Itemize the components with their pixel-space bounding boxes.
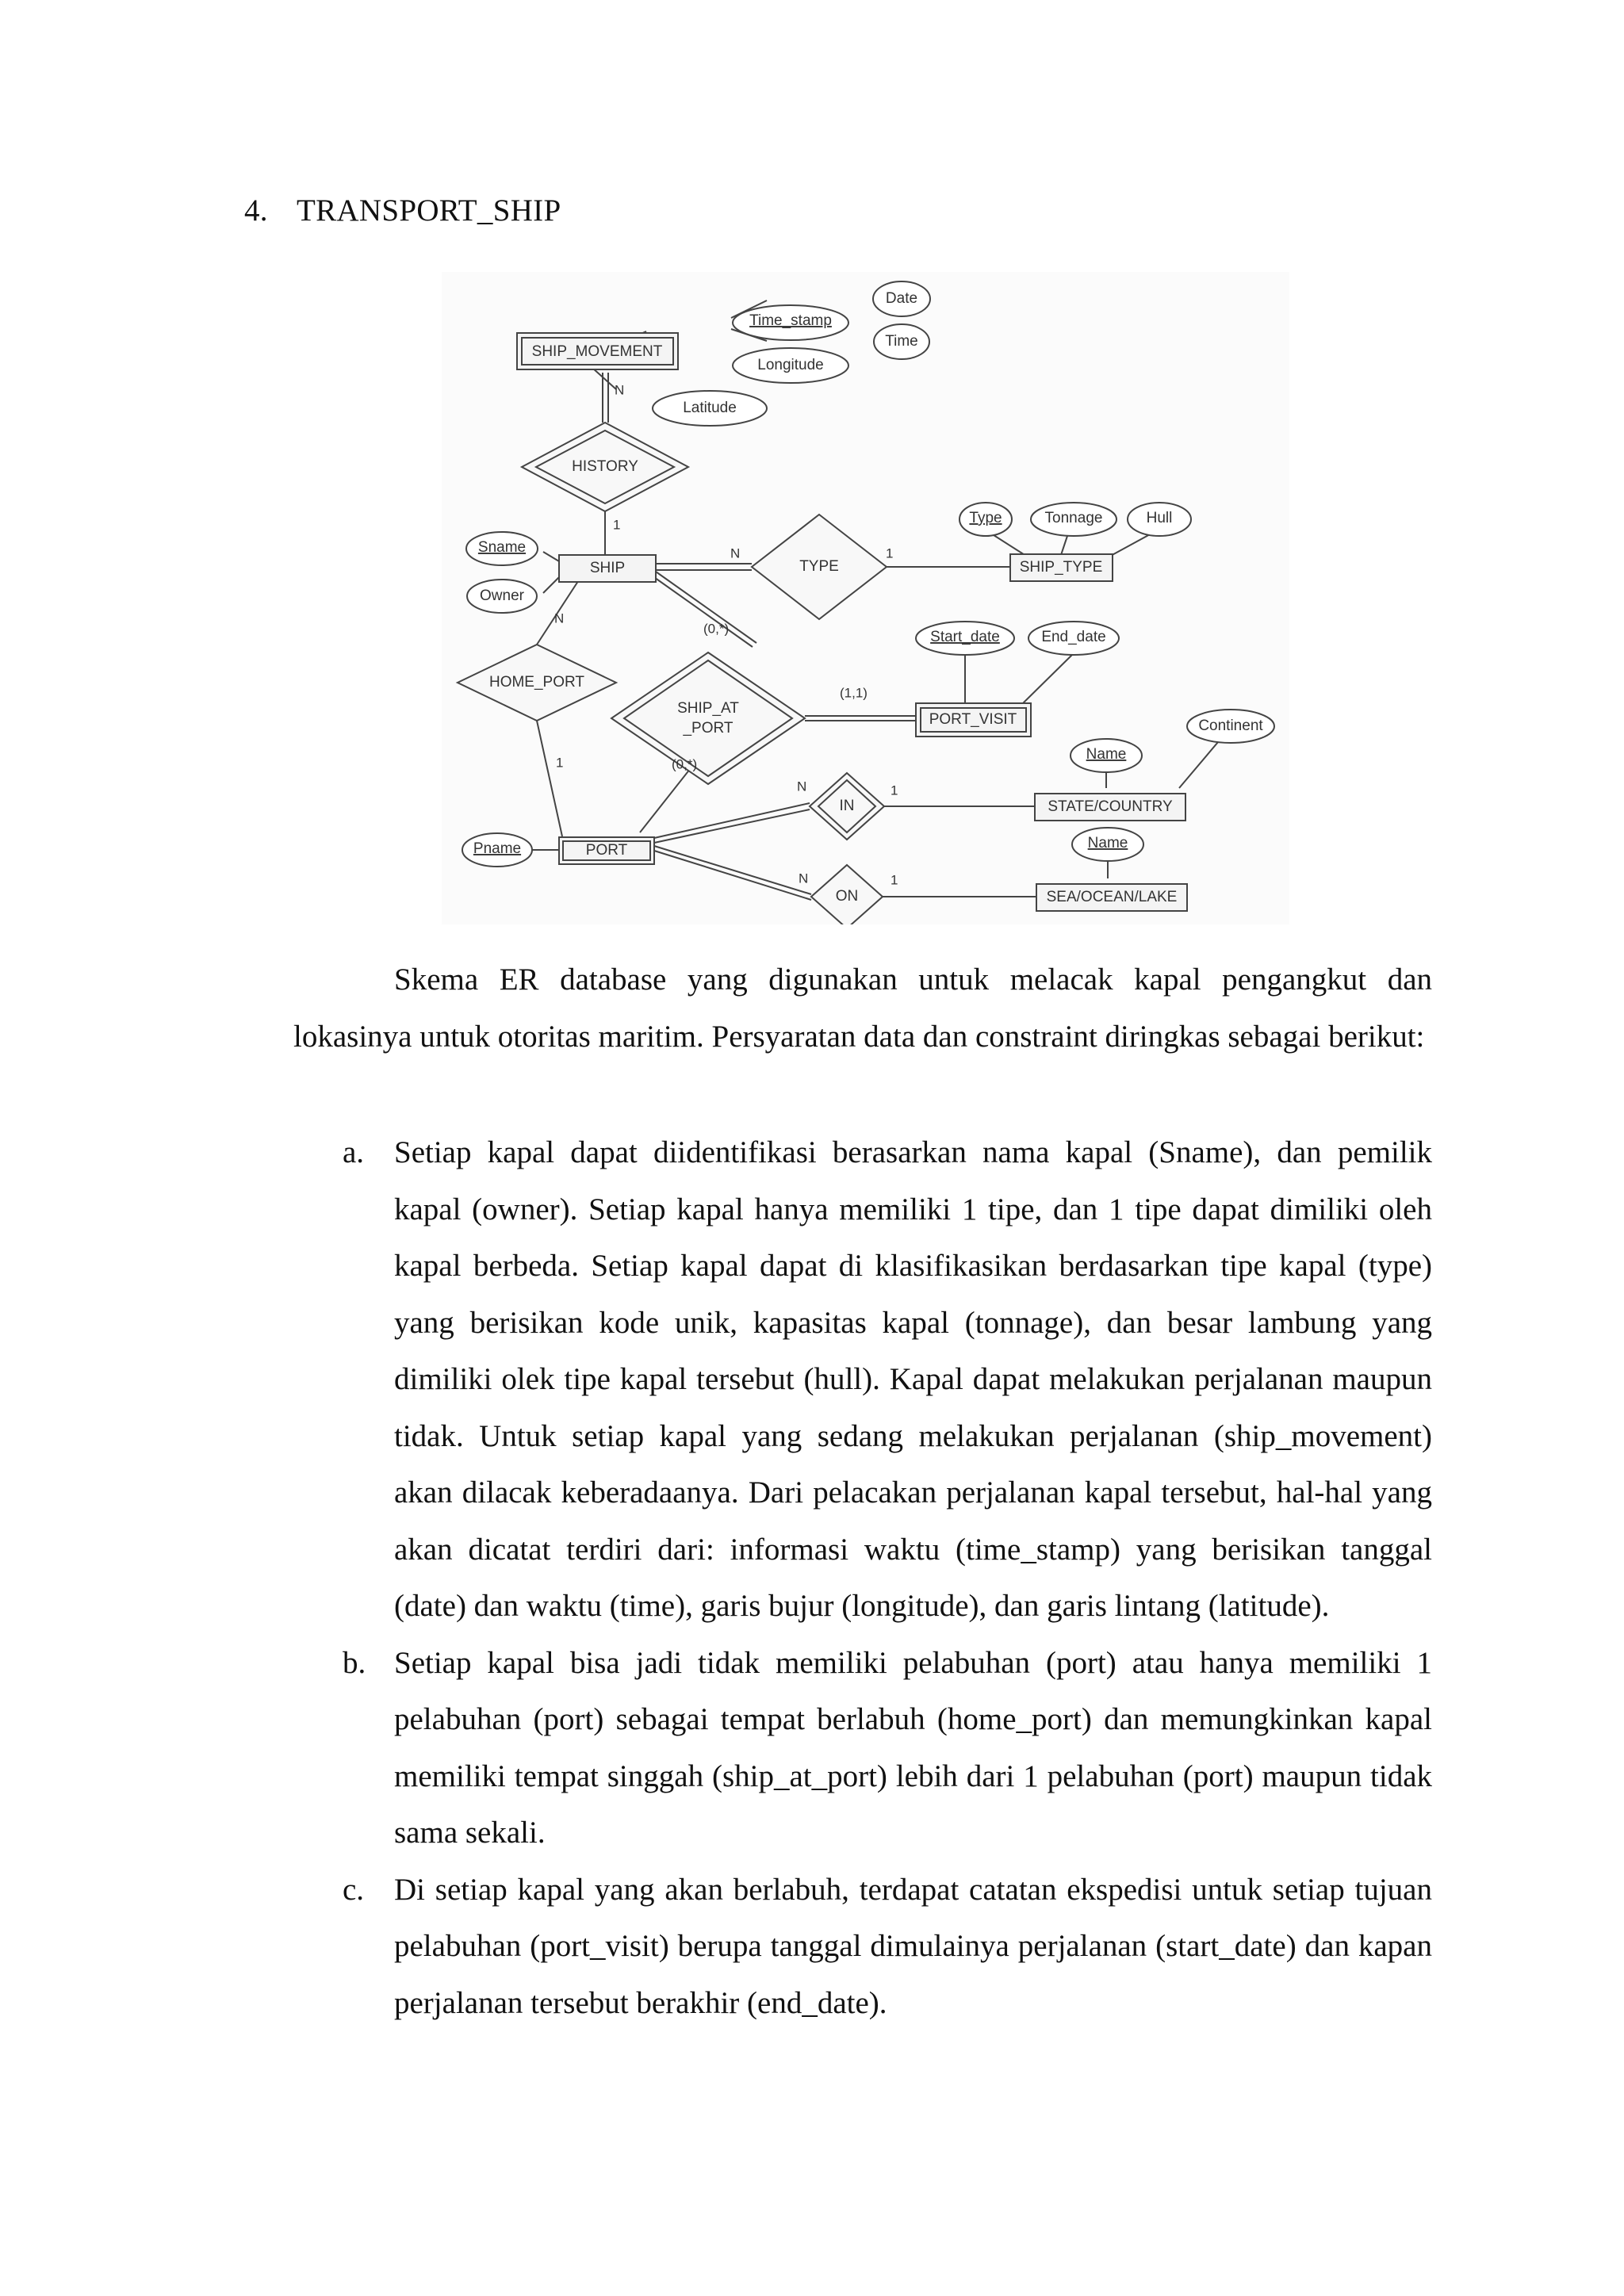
label-hull: Hull bbox=[1146, 510, 1173, 527]
card-shipatport-port: (0,*) bbox=[672, 756, 698, 772]
er-diagram bbox=[442, 272, 1289, 924]
label-state-country: STATE/COUNTRY bbox=[1048, 798, 1173, 816]
list-item-text: Di setiap kapal yang akan berlabuh, terdapat catatan ekspedisi untuk setiap tujuan pelabuhan (port_visit) berupa tanggal dimulainya perjalanan (start_date) dan kapan perjalanan tersebut berakhir (end_date). bbox=[394, 1872, 1432, 2020]
label-start-date: Start_date bbox=[930, 629, 1000, 646]
label-sea-ocean-lake: SEA/OCEAN/LAKE bbox=[1046, 889, 1178, 906]
intro-paragraph: Skema ER database yang digunakan untuk melacak kapal pengangkut dan lokasinya untuk otoritas maritim. Persyaratan data dan constraint diringkas sebagai berikut: bbox=[293, 962, 1432, 1054]
card-shipatport-ship: (0,*) bbox=[703, 621, 730, 637]
label-end-date: End_date bbox=[1041, 629, 1106, 646]
label-ship-at-port-1: SHIP_AT bbox=[677, 700, 739, 718]
requirements-list bbox=[343, 1124, 1432, 2031]
label-latitude: Latitude bbox=[683, 400, 737, 417]
rel-ship-at-port-shape bbox=[611, 652, 805, 784]
label-history: HISTORY bbox=[572, 458, 638, 476]
card-on-sea: 1 bbox=[891, 872, 898, 888]
card-shipatport-visit: (1,1) bbox=[840, 685, 868, 701]
label-ship-at-port-2: _PORT bbox=[683, 720, 733, 737]
label-on: ON bbox=[835, 888, 859, 905]
label-owner: Owner bbox=[480, 587, 524, 605]
label-tonnage: Tonnage bbox=[1044, 510, 1103, 527]
card-in-port: N bbox=[797, 779, 807, 794]
card-in-state: 1 bbox=[891, 783, 898, 798]
card-history-ship: 1 bbox=[613, 517, 621, 533]
label-home-port: HOME_PORT bbox=[488, 674, 585, 691]
section-heading bbox=[244, 193, 561, 228]
label-port: PORT bbox=[585, 842, 628, 859]
card-homeport-ship: N bbox=[554, 610, 565, 626]
label-state-name: Name bbox=[1086, 746, 1127, 763]
list-marker: c. bbox=[343, 1872, 365, 1907]
card-homeport-port: 1 bbox=[556, 755, 564, 771]
label-type-rel: TYPE bbox=[799, 558, 839, 576]
label-continent: Continent bbox=[1198, 718, 1263, 735]
label-longitude: Longitude bbox=[757, 357, 824, 374]
list-item bbox=[343, 1124, 1432, 1635]
list-item bbox=[343, 1635, 1432, 1862]
card-type-ship: N bbox=[730, 545, 741, 561]
list-item-text: Setiap kapal bisa jadi tidak memiliki pelabuhan (port) atau hanya memiliki 1 pelabuhan (port) sebagai tempat berlabuh (home_port) dan memungkinkan kapal memiliki tempat singgah (ship_at_port) lebih dari 1 pelabuhan (port) maupun tidak sama sekali. bbox=[394, 1645, 1432, 1850]
label-ship: SHIP bbox=[589, 560, 626, 577]
section-number: 4. bbox=[244, 193, 268, 228]
list-item-text: Setiap kapal dapat diidentifikasi berasarkan nama kapal (Sname), dan pemilik kapal (owner). Setiap kapal hanya memiliki 1 tipe, dan 1 tipe dapat dimiliki oleh kapal berbeda. Setiap kapal dapat di klasifikasikan berdasarkan tipe kapal (type) yang berisikan kode unik, kapasitas kapal (tonnage), dan besar lambung yang dimiliki olek tipe kapal tersebut (hull). Kapal dapat melakukan perjalanan maupun tidak. Untuk setiap kapal yang sedang melakukan perjalanan (ship_movement) akan dilacak keberadaanya. Dari pelacakan perjalanan kapal tersebut, hal-hal yang akan dicatat terdiri dari: informasi waktu (time_stamp) yang berisikan tanggal (date) dan waktu (time), garis bujur (longitude), dan garis lintang (latitude). bbox=[394, 1135, 1432, 1623]
label-in: IN bbox=[839, 798, 855, 815]
label-sea-name: Name bbox=[1087, 835, 1128, 852]
label-type-attr: Type bbox=[969, 510, 1002, 527]
label-ship-movement: SHIP_MOVEMENT bbox=[531, 343, 663, 361]
label-port-visit: PORT_VISIT bbox=[929, 711, 1017, 729]
label-time: Time bbox=[885, 333, 918, 350]
label-date: Date bbox=[885, 290, 918, 308]
card-type-shiptype: 1 bbox=[886, 545, 894, 561]
label-time-stamp: Time_stamp bbox=[749, 312, 832, 330]
er-diagram-figure bbox=[442, 272, 1289, 924]
label-ship-type: SHIP_TYPE bbox=[1019, 559, 1103, 576]
card-history-movement: N bbox=[615, 382, 625, 398]
label-sname: Sname bbox=[477, 539, 527, 557]
card-on-port: N bbox=[799, 871, 809, 886]
label-pname: Pname bbox=[473, 840, 522, 858]
list-marker: a. bbox=[343, 1135, 365, 1169]
list-marker: b. bbox=[343, 1645, 366, 1680]
section-title: TRANSPORT_SHIP bbox=[297, 193, 561, 228]
list-item bbox=[343, 1862, 1432, 2032]
